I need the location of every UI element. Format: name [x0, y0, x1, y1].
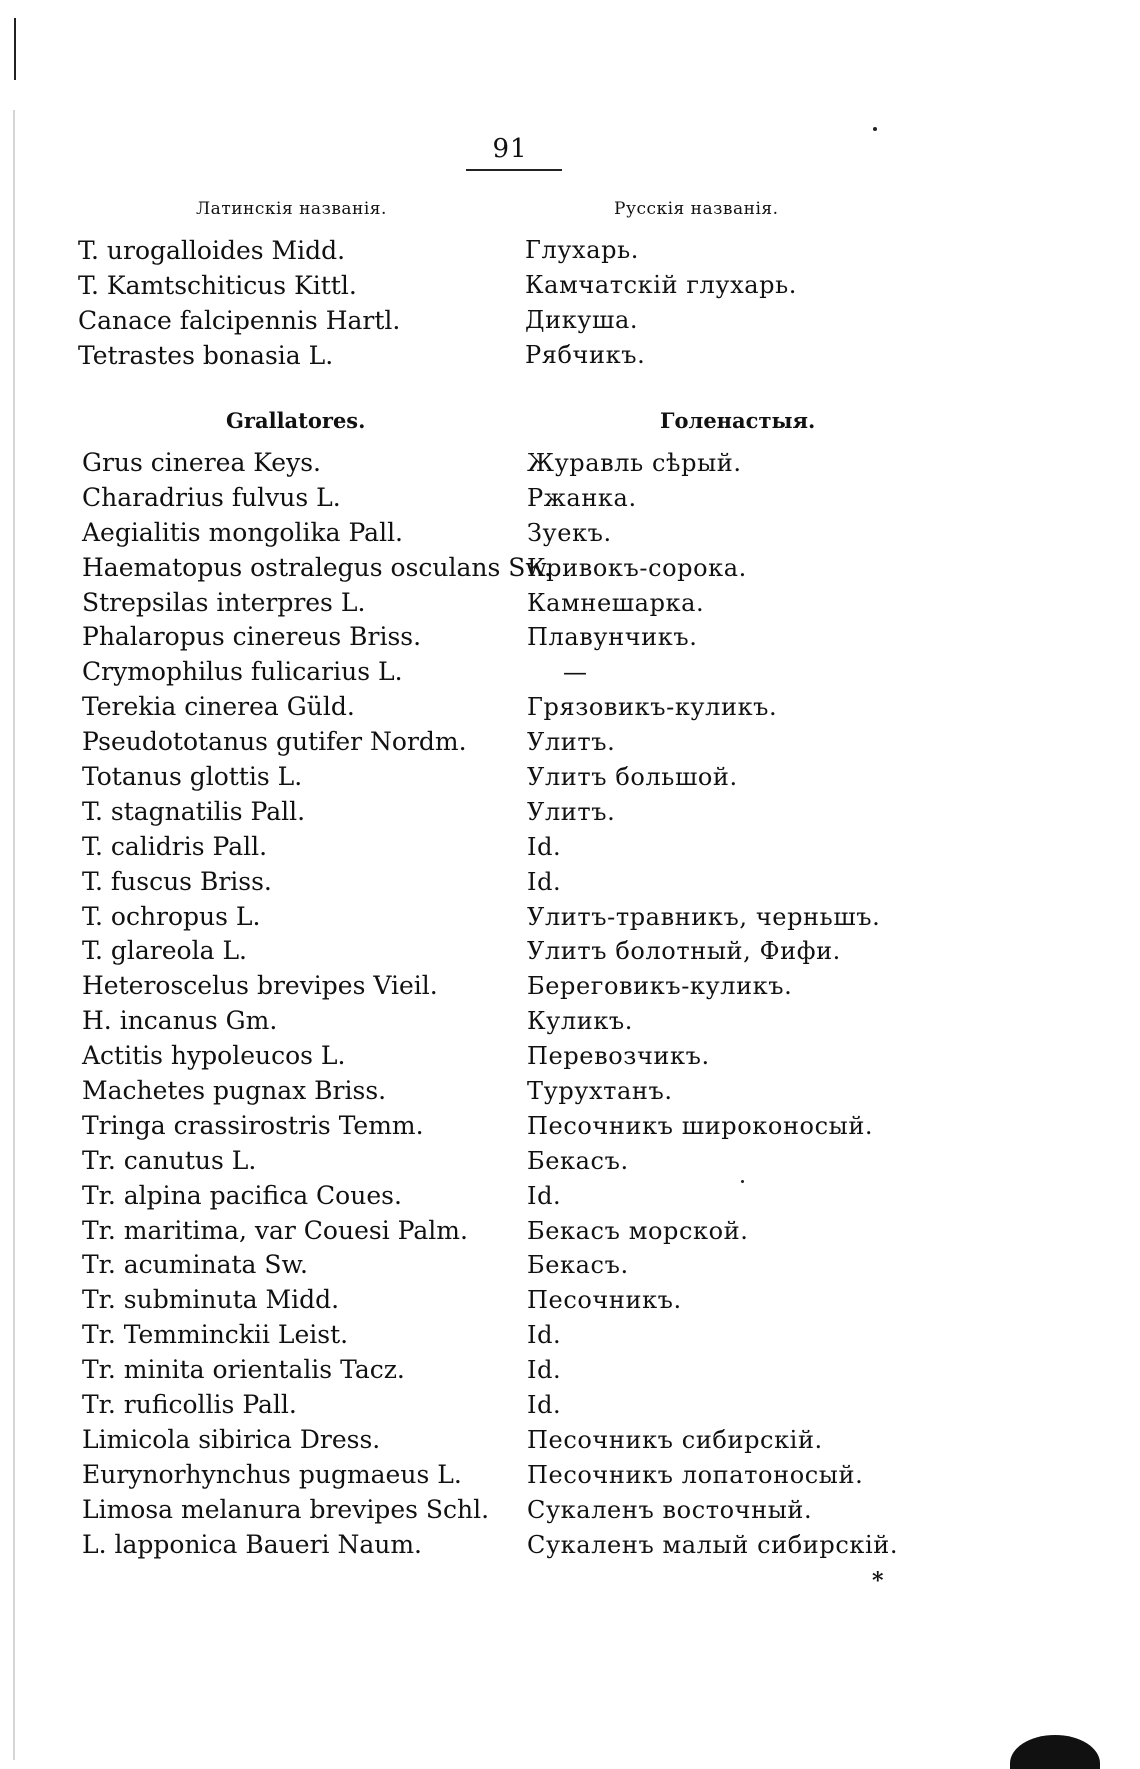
russian-name: Плавунчикъ.: [527, 623, 698, 652]
russian-name: Улитъ.: [527, 728, 616, 757]
latin-name: Tr. Temminckii Leist.: [82, 1320, 349, 1350]
russian-name: Id.: [527, 1181, 562, 1210]
russian-name: Перевозчикъ.: [527, 1042, 710, 1071]
latin-name: Limicola sibirica Dress.: [82, 1424, 381, 1454]
russian-name: Бекасъ морской.: [527, 1216, 749, 1245]
russian-name: Песочникъ широконосый.: [527, 1111, 874, 1140]
russian-name: Куликъ.: [527, 1007, 634, 1036]
latin-name: Heteroscelus brevipes Vieil.: [82, 971, 438, 1001]
russian-name: Сукаленъ восточный.: [527, 1495, 813, 1524]
page-number-rule: [466, 169, 562, 171]
russian-name: Id.: [527, 867, 562, 896]
latin-name: T. urogalloides Midd.: [78, 236, 346, 265]
russian-name: Id.: [527, 832, 562, 861]
russian-name: Песочникъ сибирскій.: [527, 1425, 823, 1454]
latin-name: Limosa melanura brevipes Schl.: [82, 1494, 490, 1524]
russian-name: Бекасъ.: [527, 1251, 629, 1280]
russian-name: Глухарь.: [525, 236, 639, 264]
latin-name: Crymophilus fulicarius L.: [82, 657, 403, 687]
russian-name: Береговикъ-куликъ.: [527, 972, 793, 1001]
latin-name: Terekia cinerea Güld.: [82, 692, 355, 722]
latin-name: Machetes pugnax Briss.: [82, 1076, 387, 1106]
russian-name: Камнешарка.: [527, 588, 705, 617]
scan-edge-mark: [14, 18, 16, 80]
russian-name: Id.: [527, 1321, 562, 1350]
column-header-russian: Русскія названія.: [614, 199, 779, 219]
latin-name: Haematopus ostralegus osculans Sw.: [82, 552, 552, 582]
latin-name: Tr. ruficollis Pall.: [82, 1390, 297, 1420]
footnote-asterisk: *: [872, 1568, 884, 1594]
latin-name: Tetrastes bonasia L.: [78, 341, 334, 370]
section-heading-latin: Grallatores.: [226, 408, 366, 433]
russian-name: Грязовикъ-куликъ.: [527, 693, 778, 722]
latin-name: Strepsilas interpres L.: [82, 587, 366, 617]
column-header-latin: Латинскія названія.: [196, 199, 387, 219]
scan-corner-blot: [1010, 1735, 1100, 1769]
latin-name: T. ochropus L.: [82, 901, 261, 931]
latin-name: Tr. minita orientalis Tacz.: [82, 1355, 405, 1385]
russian-name: Id.: [527, 1356, 562, 1385]
scan-speck: [873, 127, 877, 131]
latin-name: T. calidris Pall.: [82, 831, 268, 861]
latin-name: Pseudototanus gutifer Nordm.: [82, 727, 467, 757]
latin-name: Tringa crassirostris Temm.: [82, 1110, 424, 1140]
russian-name: Сукаленъ малый сибирскій.: [527, 1530, 899, 1559]
russian-name: Улитъ.: [527, 797, 616, 826]
latin-name: Tr. maritima, var Couesi Palm.: [82, 1215, 468, 1245]
russian-name: Рябчикъ.: [525, 341, 646, 369]
latin-name: L. lapponica Baueri Naum.: [82, 1529, 423, 1559]
russian-name: Id.: [527, 1391, 562, 1420]
page-number: 91: [492, 134, 528, 164]
latin-name: Aegialitis mongolika Pall.: [82, 517, 404, 547]
latin-name: Phalaropus cinereus Briss.: [82, 622, 422, 652]
russian-name: Улитъ болотный, Фифи.: [527, 937, 841, 966]
latin-name: Charadrius fulvus L.: [82, 482, 341, 512]
russian-name: Бекасъ.: [527, 1146, 629, 1175]
latin-name: Tr. subminuta Midd.: [82, 1285, 340, 1315]
latin-name: Totanus glottis L.: [82, 762, 303, 792]
latin-names-grallatores: [82, 446, 552, 1563]
russian-name: Песочникъ лопатоносый.: [527, 1460, 864, 1489]
latin-name: T. stagnatilis Pall.: [82, 796, 306, 826]
latin-name: Tr. canutus L.: [82, 1145, 257, 1175]
russian-name: Песочникъ.: [527, 1286, 682, 1315]
russian-name: Журавль сѣрый.: [527, 449, 742, 477]
latin-name: Canace falcipennis Hartl.: [78, 306, 401, 335]
russian-name: Кривокъ-сорока.: [527, 553, 747, 582]
latin-name: Actitis hypoleucos L.: [82, 1041, 346, 1071]
russian-names-grallatores: [527, 446, 899, 1563]
russian-name: Турухтанъ.: [527, 1077, 673, 1106]
russian-name: —: [563, 658, 588, 687]
latin-name: Tr. acuminata Sw.: [82, 1250, 308, 1280]
russian-name: Зуекъ.: [527, 518, 612, 547]
latin-names-intro: [78, 233, 528, 373]
latin-name: T. fuscus Briss.: [82, 866, 272, 896]
latin-name: Grus cinerea Keys.: [82, 448, 321, 477]
russian-name: Камчатскій глухарь.: [525, 271, 797, 299]
latin-name: T. glareola L.: [82, 936, 247, 966]
latin-name: H. incanus Gm.: [82, 1006, 278, 1036]
russian-names-intro: [525, 233, 885, 373]
russian-name: Дикуша.: [525, 306, 639, 334]
latin-name: T. Kamtschiticus Kittl.: [78, 271, 357, 300]
section-heading-russian: Голенастыя.: [660, 408, 816, 433]
scan-edge-shadow: [13, 110, 15, 1760]
russian-name: Ржанка.: [527, 483, 637, 512]
latin-name: Eurynorhynchus pugmaeus L.: [82, 1459, 462, 1489]
latin-name: Tr. alpina pacifica Coues.: [82, 1180, 402, 1210]
russian-name: Улитъ большой.: [527, 763, 738, 792]
russian-name: Улитъ-травникъ, черньшъ.: [527, 902, 881, 931]
